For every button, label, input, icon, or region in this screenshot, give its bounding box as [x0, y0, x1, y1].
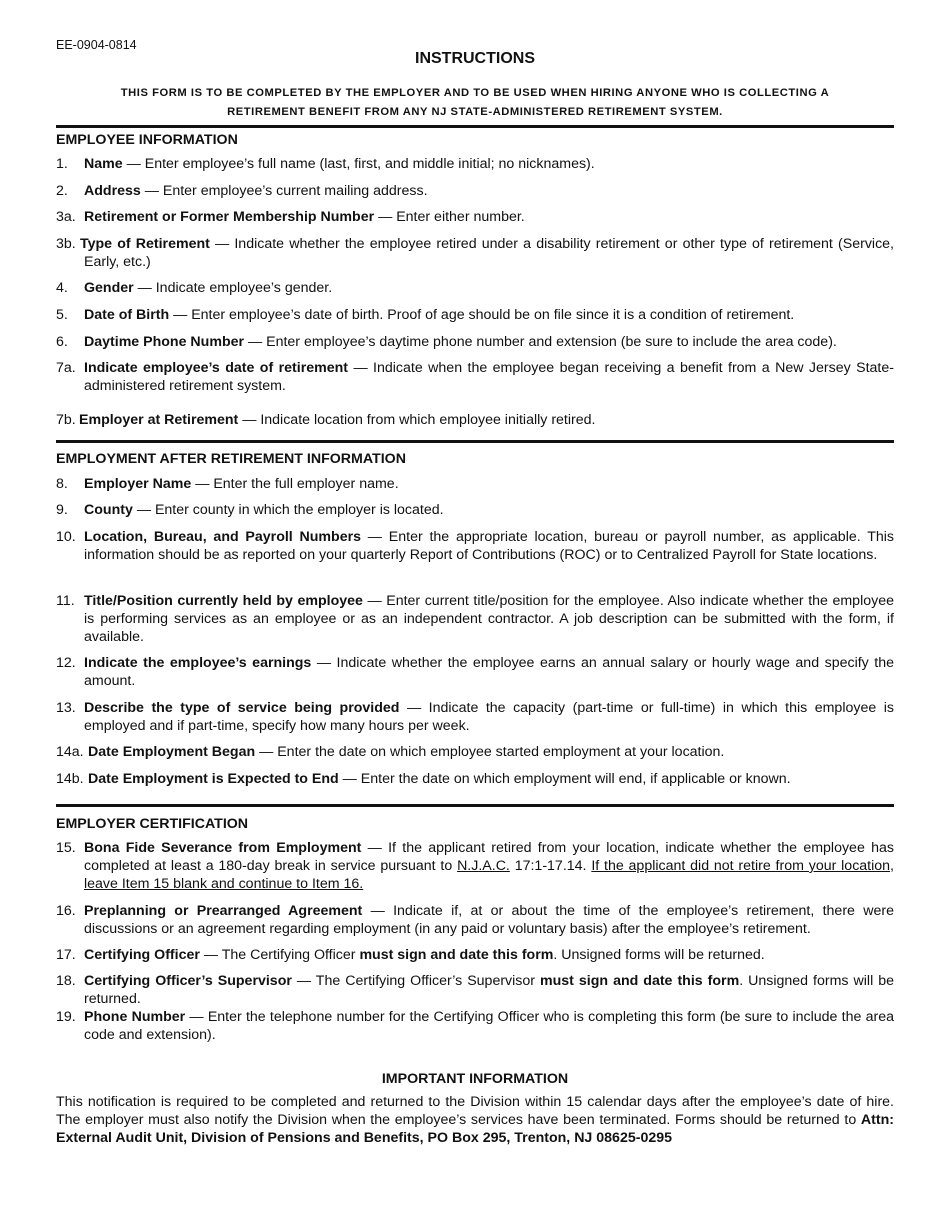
- item-label: Date Employment Began: [88, 744, 256, 760]
- item-number: 19.: [56, 1009, 76, 1025]
- important-body: This notification is required to be completed and returned to the Division within 15 calendar days after the employee’s date of hire. The employer must also notify the Division when the employee’s services have been terminated. Forms should be returned to: [56, 1094, 894, 1128]
- item-text: — Enter the date on which employee started employment at your location.: [255, 744, 725, 760]
- list-item: [56, 946, 894, 964]
- item-text: — Enter the appropriate location, bureau or payroll number, as applicable. This information should be as reported on your quarterly Report of Contributions (ROC) or to Centralized Payroll for State locations.: [84, 529, 895, 563]
- item-number: 18.: [56, 973, 76, 989]
- item-text: — Indicate when the employee began receiving a benefit from a New Jersey State-administered retirement system.: [84, 360, 894, 394]
- item-number: 3b.: [56, 236, 76, 252]
- item-text: — Enter employee’s date of birth. Proof of age should be on file since it is a condition of retirement.: [169, 307, 795, 323]
- item-label: Type of Retirement: [80, 236, 210, 252]
- item-label: Certifying Officer’s Supervisor: [84, 973, 292, 989]
- list-item: [56, 359, 894, 395]
- item-text: — Enter employee’s current mailing address.: [140, 183, 428, 199]
- item-number: 4.: [56, 280, 68, 296]
- item-number: 16.: [56, 903, 76, 919]
- list-item: [56, 501, 894, 519]
- section-heading-employment: EMPLOYMENT AFTER RETIREMENT INFORMATION: [56, 451, 406, 467]
- item-emphasis: must sign and date this form: [359, 947, 554, 963]
- item-number: 14a.: [56, 744, 84, 760]
- item-number: 9.: [56, 502, 68, 518]
- item-number: 15.: [56, 840, 76, 856]
- item-text: — If the applicant retired from your location, indicate whether the employee has completed at least a 180-day break in service pursuant to: [84, 840, 894, 874]
- list-item: [56, 743, 894, 761]
- item-label: Bona Fide Severance from Employment: [84, 840, 362, 856]
- return-address: Attn: External Audit Unit, Division of Pensions and Benefits, PO Box 295, Trenton, NJ 08625-0295: [56, 1112, 894, 1146]
- item-text: — The Certifying Officer: [199, 947, 360, 963]
- item-label: Address: [84, 183, 141, 199]
- regulation-reference: N.J.A.C.: [457, 858, 510, 874]
- item-label: Retirement or Former Membership Number: [84, 209, 375, 225]
- item-emphasis: must sign and date this form: [540, 973, 740, 989]
- item-label: Indicate employee’s date of retirement: [84, 360, 349, 376]
- list-item: [56, 182, 894, 200]
- item-label: Certifying Officer: [84, 947, 200, 963]
- section-heading-certification: EMPLOYER CERTIFICATION: [56, 816, 249, 832]
- important-text: [56, 1093, 894, 1147]
- item-number: 12.: [56, 655, 76, 671]
- item-label: Employer Name: [84, 476, 192, 492]
- item-text: — Enter employee’s daytime phone number and extension (be sure to include the area code).: [244, 334, 837, 350]
- list-item: [56, 528, 894, 564]
- list-item: [56, 235, 894, 271]
- item-label: Gender: [84, 280, 134, 296]
- list-item: [56, 306, 894, 324]
- list-item: [56, 475, 894, 493]
- item-text: — Enter current title/position for the employee. Also indicate whether the employee is performing services as an employee or as an independent contractor. A job description can be submitted with the form, if available.: [84, 593, 894, 645]
- item-number: 10.: [56, 529, 76, 545]
- item-number: 7b.: [56, 412, 76, 428]
- item-text: — Indicate if, at or about the time of the employee’s retirement, there were discussions or an agreement regarding employment (in any paid or voluntary basis) after the employee’s retirement.: [84, 903, 894, 937]
- list-item: [56, 592, 894, 646]
- item-number: 17.: [56, 947, 76, 963]
- item-label: Preplanning or Prearranged Agreement: [84, 903, 363, 919]
- item-label: Location, Bureau, and Payroll Numbers: [84, 529, 362, 545]
- important-heading: IMPORTANT INFORMATION: [381, 1071, 569, 1087]
- list-item: [56, 770, 894, 788]
- list-item: [56, 411, 894, 429]
- item-text: — Indicate location from which employee initially retired.: [238, 412, 596, 428]
- item-number: 14b.: [56, 771, 84, 787]
- item-text: — Enter employee’s full name (last, first, and middle initial; no nicknames).: [122, 156, 595, 172]
- list-item: [56, 902, 894, 938]
- divider: [56, 440, 894, 443]
- item-text: — Enter the telephone number for the Certifying Officer who is completing this form (be sure to include the area code and extension).: [84, 1009, 894, 1043]
- item-text: — Indicate whether the employee earns an annual salary or hourly wage and specify the amount.: [84, 655, 894, 689]
- item-label: Describe the type of service being provided: [84, 700, 400, 716]
- item-number: 3a.: [56, 209, 76, 225]
- item-text: 17:1-17.14.: [509, 858, 592, 874]
- item-label: County: [84, 502, 133, 518]
- item-label: Name: [84, 156, 123, 172]
- form-subtitle: THIS FORM IS TO BE COMPLETED BY THE EMPLOYER AND TO BE USED WHEN HIRING ANYONE WHO IS COLLECTING A RETIREMENT BENEFIT FROM ANY NJ STATE-ADMINISTERED RETIREMENT SYSTEM.: [120, 87, 830, 118]
- item-text: — Indicate whether the employee retired under a disability retirement or other type of retirement (Service, Early, etc.): [84, 236, 894, 270]
- item-number: 2.: [56, 183, 68, 199]
- divider: [56, 125, 894, 128]
- list-item: [56, 839, 894, 893]
- item-text: . Unsigned forms will be returned.: [553, 947, 765, 963]
- item-label: Indicate the employee’s earnings: [84, 655, 312, 671]
- list-item: [56, 279, 894, 297]
- item-label: Daytime Phone Number: [84, 334, 245, 350]
- item-number: 6.: [56, 334, 68, 350]
- list-item: [56, 1008, 894, 1044]
- item-label: Date Employment is Expected to End: [88, 771, 339, 787]
- item-number: 1.: [56, 156, 68, 172]
- item-note: If the applicant did not retire from your location, leave Item 15 blank and continue to Item 16.: [84, 858, 895, 892]
- list-item: [56, 155, 894, 173]
- item-text: — Indicate the capacity (part-time or full-time) in which this employee is employed and if part-time, specify how many hours per week.: [84, 700, 894, 734]
- item-number: 13.: [56, 700, 76, 716]
- item-number: 8.: [56, 476, 68, 492]
- list-item: [56, 333, 894, 351]
- item-label: Date of Birth: [84, 307, 170, 323]
- list-item: [56, 699, 894, 735]
- list-item: [56, 654, 894, 690]
- page-title: INSTRUCTIONS: [415, 50, 535, 67]
- item-text: — Enter the full employer name.: [191, 476, 399, 492]
- item-text: — Enter either number.: [374, 209, 525, 225]
- divider: [56, 804, 894, 807]
- item-text: — Enter the date on which employment will end, if applicable or known.: [338, 771, 791, 787]
- item-text: — Indicate employee’s gender.: [133, 280, 333, 296]
- item-label: Phone Number: [84, 1009, 186, 1025]
- item-text: — The Certifying Officer’s Supervisor: [291, 973, 541, 989]
- form-code: EE-0904-0814: [56, 38, 137, 52]
- item-label: Title/Position currently held by employee: [84, 593, 363, 609]
- item-number: 7a.: [56, 360, 76, 376]
- list-item: [56, 972, 894, 1008]
- item-number: 5.: [56, 307, 68, 323]
- section-heading-employee: EMPLOYEE INFORMATION: [56, 132, 238, 148]
- list-item: [56, 208, 894, 226]
- item-label: Employer at Retirement: [79, 412, 239, 428]
- item-number: 11.: [56, 593, 75, 609]
- item-text: — Enter county in which the employer is located.: [132, 502, 444, 518]
- item-text: . Unsigned forms will be returned.: [84, 973, 894, 1007]
